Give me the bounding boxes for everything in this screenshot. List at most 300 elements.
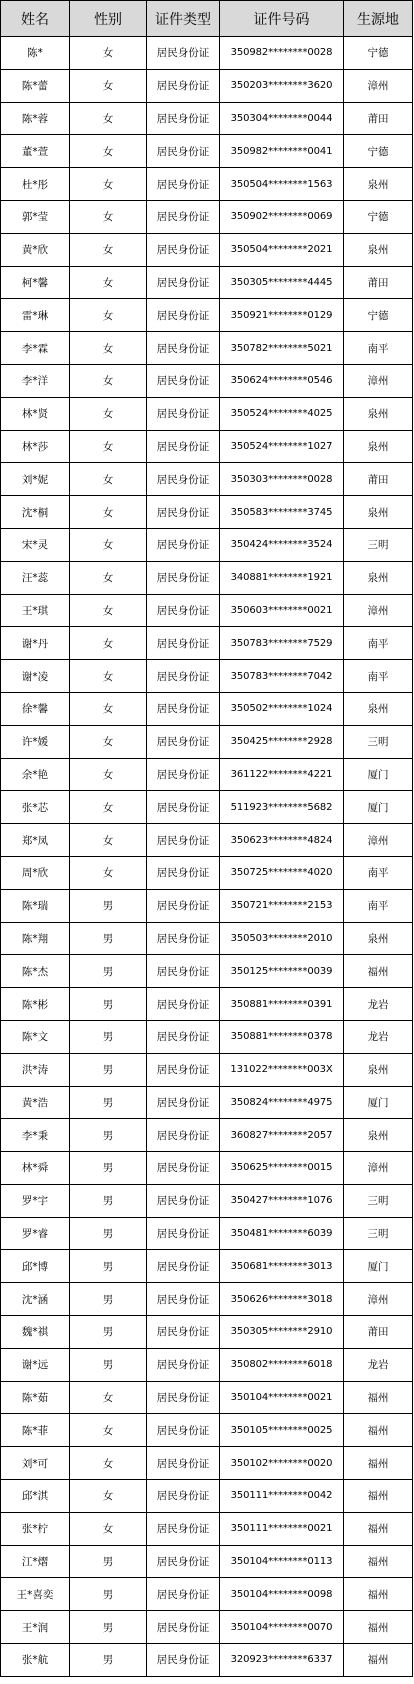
cell-gender: 女 xyxy=(70,561,147,594)
cell-id-type: 居民身份证 xyxy=(147,955,220,988)
cell-gender: 男 xyxy=(70,1644,147,1677)
cell-name: 王*润 xyxy=(1,1611,70,1644)
cell-name: 罗*宇 xyxy=(1,1184,70,1217)
cell-name: 杜*彤 xyxy=(1,168,70,201)
cell-id-type: 居民身份证 xyxy=(147,1414,220,1447)
table-row xyxy=(1,430,413,463)
cell-origin: 宁德 xyxy=(344,37,413,70)
cell-gender: 男 xyxy=(70,1283,147,1316)
cell-name: 雷*琳 xyxy=(1,299,70,332)
cell-name: 张*柠 xyxy=(1,1512,70,1545)
table-row xyxy=(1,1348,413,1381)
cell-id-number: 350502********1024 xyxy=(220,692,344,725)
table-row xyxy=(1,1578,413,1611)
cell-gender: 女 xyxy=(70,233,147,266)
cell-id-type: 居民身份证 xyxy=(147,561,220,594)
cell-gender: 女 xyxy=(70,856,147,889)
cell-id-number: 350111********0042 xyxy=(220,1480,344,1513)
cell-gender: 女 xyxy=(70,200,147,233)
cell-name: 郭*莹 xyxy=(1,200,70,233)
cell-name: 陈*菲 xyxy=(1,1414,70,1447)
cell-id-type: 居民身份证 xyxy=(147,135,220,168)
cell-name: 陈*茹 xyxy=(1,1381,70,1414)
cell-name: 柯*馨 xyxy=(1,266,70,299)
cell-id-type: 居民身份证 xyxy=(147,824,220,857)
cell-name: 周*欣 xyxy=(1,856,70,889)
cell-name: 谢*凌 xyxy=(1,660,70,693)
cell-gender: 女 xyxy=(70,37,147,70)
cell-id-type: 居民身份证 xyxy=(147,1217,220,1250)
cell-gender: 男 xyxy=(70,1184,147,1217)
cell-origin: 泉州 xyxy=(344,1053,413,1086)
cell-origin: 莆田 xyxy=(344,463,413,496)
cell-gender: 女 xyxy=(70,692,147,725)
table-row xyxy=(1,37,413,70)
table-row xyxy=(1,1480,413,1513)
cell-id-number: 350802********6018 xyxy=(220,1348,344,1381)
cell-name: 王*喜奕 xyxy=(1,1578,70,1611)
cell-origin: 漳州 xyxy=(344,824,413,857)
cell-gender: 女 xyxy=(70,791,147,824)
cell-id-type: 居民身份证 xyxy=(147,1250,220,1283)
table-row xyxy=(1,1316,413,1349)
cell-origin: 龙岩 xyxy=(344,988,413,1021)
table-row xyxy=(1,627,413,660)
cell-gender: 女 xyxy=(70,725,147,758)
cell-name: 陈*蓉 xyxy=(1,102,70,135)
cell-id-number: 350783********7529 xyxy=(220,627,344,660)
cell-id-type: 居民身份证 xyxy=(147,1512,220,1545)
cell-origin: 漳州 xyxy=(344,69,413,102)
table-row xyxy=(1,496,413,529)
cell-gender: 女 xyxy=(70,102,147,135)
table-row xyxy=(1,1020,413,1053)
cell-id-number: 350104********0070 xyxy=(220,1611,344,1644)
cell-gender: 女 xyxy=(70,463,147,496)
cell-id-number: 350104********0113 xyxy=(220,1545,344,1578)
cell-origin: 泉州 xyxy=(344,430,413,463)
cell-id-number: 350824********4975 xyxy=(220,1086,344,1119)
table-row xyxy=(1,364,413,397)
cell-origin: 福州 xyxy=(344,1447,413,1480)
cell-origin: 龙岩 xyxy=(344,1348,413,1381)
cell-origin: 福州 xyxy=(344,1381,413,1414)
cell-id-number: 350603********0021 xyxy=(220,594,344,627)
cell-id-type: 居民身份证 xyxy=(147,1152,220,1185)
table-row xyxy=(1,135,413,168)
cell-id-number: 360827********2057 xyxy=(220,1119,344,1152)
cell-name: 陈*彬 xyxy=(1,988,70,1021)
cell-name: 李*霖 xyxy=(1,332,70,365)
cell-name: 陈*蕾 xyxy=(1,69,70,102)
cell-gender: 男 xyxy=(70,1250,147,1283)
cell-origin: 泉州 xyxy=(344,397,413,430)
cell-id-type: 居民身份证 xyxy=(147,1119,220,1152)
cell-id-number: 350725********4020 xyxy=(220,856,344,889)
cell-origin: 泉州 xyxy=(344,496,413,529)
cell-gender: 男 xyxy=(70,1611,147,1644)
cell-name: 李*秉 xyxy=(1,1119,70,1152)
cell-name: 邱*博 xyxy=(1,1250,70,1283)
cell-id-type: 居民身份证 xyxy=(147,168,220,201)
table-body xyxy=(1,37,413,1677)
cell-origin: 莆田 xyxy=(344,102,413,135)
table-row xyxy=(1,594,413,627)
cell-gender: 女 xyxy=(70,1381,147,1414)
cell-id-number: 350104********0098 xyxy=(220,1578,344,1611)
cell-gender: 女 xyxy=(70,660,147,693)
cell-id-number: 350111********0021 xyxy=(220,1512,344,1545)
cell-name: 陈*翔 xyxy=(1,922,70,955)
cell-id-type: 居民身份证 xyxy=(147,1644,220,1677)
cell-id-type: 居民身份证 xyxy=(147,463,220,496)
cell-id-type: 居民身份证 xyxy=(147,1611,220,1644)
cell-gender: 女 xyxy=(70,496,147,529)
cell-id-number: 350881********0391 xyxy=(220,988,344,1021)
table-row xyxy=(1,1611,413,1644)
cell-gender: 男 xyxy=(70,988,147,1021)
cell-origin: 漳州 xyxy=(344,1283,413,1316)
cell-origin: 宁德 xyxy=(344,299,413,332)
cell-origin: 三明 xyxy=(344,1184,413,1217)
cell-gender: 男 xyxy=(70,1217,147,1250)
cell-id-type: 居民身份证 xyxy=(147,889,220,922)
cell-origin: 泉州 xyxy=(344,922,413,955)
cell-origin: 宁德 xyxy=(344,135,413,168)
cell-id-number: 350783********7042 xyxy=(220,660,344,693)
table-row xyxy=(1,1053,413,1086)
cell-origin: 福州 xyxy=(344,1644,413,1677)
cell-name: 陈*瑞 xyxy=(1,889,70,922)
cell-gender: 女 xyxy=(70,364,147,397)
cell-gender: 女 xyxy=(70,594,147,627)
cell-origin: 莆田 xyxy=(344,1316,413,1349)
cell-gender: 女 xyxy=(70,1480,147,1513)
cell-name: 宋*灵 xyxy=(1,528,70,561)
table-row xyxy=(1,168,413,201)
cell-name: 汪*蕊 xyxy=(1,561,70,594)
cell-id-type: 居民身份证 xyxy=(147,1348,220,1381)
cell-gender: 男 xyxy=(70,1348,147,1381)
cell-origin: 宁德 xyxy=(344,200,413,233)
cell-name: 陈*杰 xyxy=(1,955,70,988)
cell-gender: 男 xyxy=(70,1119,147,1152)
table-row xyxy=(1,561,413,594)
table-row xyxy=(1,102,413,135)
cell-name: 郑*凤 xyxy=(1,824,70,857)
cell-name: 李*洋 xyxy=(1,364,70,397)
cell-origin: 莆田 xyxy=(344,266,413,299)
cell-id-type: 居民身份证 xyxy=(147,725,220,758)
cell-name: 林*贤 xyxy=(1,397,70,430)
table-row xyxy=(1,1512,413,1545)
cell-origin: 漳州 xyxy=(344,364,413,397)
cell-id-number: 350504********1563 xyxy=(220,168,344,201)
cell-id-type: 居民身份证 xyxy=(147,856,220,889)
cell-id-number: 350125********0039 xyxy=(220,955,344,988)
cell-name: 徐*馨 xyxy=(1,692,70,725)
cell-id-type: 居民身份证 xyxy=(147,758,220,791)
cell-id-type: 居民身份证 xyxy=(147,1381,220,1414)
cell-gender: 男 xyxy=(70,889,147,922)
cell-id-type: 居民身份证 xyxy=(147,1184,220,1217)
cell-id-number: 350902********0069 xyxy=(220,200,344,233)
cell-id-number: 350881********0378 xyxy=(220,1020,344,1053)
cell-gender: 男 xyxy=(70,1316,147,1349)
cell-id-type: 居民身份证 xyxy=(147,988,220,1021)
cell-id-number: 350921********0129 xyxy=(220,299,344,332)
cell-name: 罗*睿 xyxy=(1,1217,70,1250)
table-row xyxy=(1,266,413,299)
cell-origin: 漳州 xyxy=(344,1152,413,1185)
cell-origin: 泉州 xyxy=(344,168,413,201)
cell-origin: 福州 xyxy=(344,1578,413,1611)
cell-origin: 厦门 xyxy=(344,758,413,791)
cell-gender: 女 xyxy=(70,69,147,102)
header-gender: 性别 xyxy=(70,1,147,37)
cell-origin: 三明 xyxy=(344,528,413,561)
cell-id-number: 350583********3745 xyxy=(220,496,344,529)
cell-origin: 厦门 xyxy=(344,791,413,824)
cell-gender: 女 xyxy=(70,299,147,332)
cell-id-number: 350105********0025 xyxy=(220,1414,344,1447)
cell-id-number: 350721********2153 xyxy=(220,889,344,922)
cell-gender: 男 xyxy=(70,1086,147,1119)
cell-name: 刘*妮 xyxy=(1,463,70,496)
cell-id-number: 350982********0028 xyxy=(220,37,344,70)
cell-id-type: 居民身份证 xyxy=(147,233,220,266)
table-row xyxy=(1,1250,413,1283)
cell-id-type: 居民身份证 xyxy=(147,627,220,660)
cell-id-number: 350982********0041 xyxy=(220,135,344,168)
cell-origin: 漳州 xyxy=(344,594,413,627)
cell-origin: 泉州 xyxy=(344,692,413,725)
cell-origin: 福州 xyxy=(344,955,413,988)
table-row xyxy=(1,856,413,889)
table-row xyxy=(1,299,413,332)
table-row xyxy=(1,824,413,857)
table-row xyxy=(1,200,413,233)
cell-id-number: 350625********0015 xyxy=(220,1152,344,1185)
table-row xyxy=(1,725,413,758)
cell-origin: 泉州 xyxy=(344,1119,413,1152)
cell-id-type: 居民身份证 xyxy=(147,1578,220,1611)
cell-name: 魏*祺 xyxy=(1,1316,70,1349)
cell-id-number: 350427********1076 xyxy=(220,1184,344,1217)
cell-gender: 女 xyxy=(70,397,147,430)
cell-id-type: 居民身份证 xyxy=(147,364,220,397)
table-row xyxy=(1,463,413,496)
cell-name: 邱*淇 xyxy=(1,1480,70,1513)
cell-id-number: 340881********1921 xyxy=(220,561,344,594)
cell-gender: 男 xyxy=(70,1053,147,1086)
header-origin: 生源地 xyxy=(344,1,413,37)
cell-origin: 福州 xyxy=(344,1545,413,1578)
cell-gender: 男 xyxy=(70,1152,147,1185)
cell-id-number: 350203********3620 xyxy=(220,69,344,102)
cell-gender: 女 xyxy=(70,758,147,791)
cell-name: 陈* xyxy=(1,37,70,70)
cell-id-number: 350102********0020 xyxy=(220,1447,344,1480)
cell-id-number: 350681********3013 xyxy=(220,1250,344,1283)
cell-id-number: 320923********6337 xyxy=(220,1644,344,1677)
cell-origin: 南平 xyxy=(344,856,413,889)
table-row xyxy=(1,791,413,824)
cell-id-type: 居民身份证 xyxy=(147,332,220,365)
cell-id-type: 居民身份证 xyxy=(147,1480,220,1513)
cell-id-type: 居民身份证 xyxy=(147,266,220,299)
cell-id-number: 350624********0546 xyxy=(220,364,344,397)
table-row xyxy=(1,955,413,988)
cell-id-type: 居民身份证 xyxy=(147,660,220,693)
cell-gender: 女 xyxy=(70,135,147,168)
table-row xyxy=(1,397,413,430)
cell-id-number: 350425********2928 xyxy=(220,725,344,758)
cell-gender: 女 xyxy=(70,1447,147,1480)
cell-id-number: 361122********4221 xyxy=(220,758,344,791)
cell-name: 沈*涵 xyxy=(1,1283,70,1316)
cell-gender: 男 xyxy=(70,1578,147,1611)
cell-id-type: 居民身份证 xyxy=(147,496,220,529)
cell-gender: 女 xyxy=(70,430,147,463)
table-row xyxy=(1,1184,413,1217)
table-row xyxy=(1,1283,413,1316)
cell-origin: 三明 xyxy=(344,725,413,758)
cell-id-type: 居民身份证 xyxy=(147,69,220,102)
header-id-number: 证件号码 xyxy=(220,1,344,37)
cell-id-type: 居民身份证 xyxy=(147,200,220,233)
table-row xyxy=(1,988,413,1021)
cell-origin: 泉州 xyxy=(344,561,413,594)
cell-name: 陈*文 xyxy=(1,1020,70,1053)
cell-gender: 女 xyxy=(70,332,147,365)
cell-origin: 南平 xyxy=(344,627,413,660)
cell-id-type: 居民身份证 xyxy=(147,528,220,561)
cell-name: 江*熠 xyxy=(1,1545,70,1578)
cell-id-number: 350524********4025 xyxy=(220,397,344,430)
cell-name: 张*芯 xyxy=(1,791,70,824)
cell-origin: 三明 xyxy=(344,1217,413,1250)
table-row xyxy=(1,69,413,102)
cell-gender: 男 xyxy=(70,1545,147,1578)
table-row xyxy=(1,1086,413,1119)
cell-id-number: 350424********3524 xyxy=(220,528,344,561)
cell-origin: 福州 xyxy=(344,1480,413,1513)
cell-id-type: 居民身份证 xyxy=(147,1447,220,1480)
cell-name: 张*航 xyxy=(1,1644,70,1677)
cell-id-number: 350626********3018 xyxy=(220,1283,344,1316)
table-row xyxy=(1,1217,413,1250)
cell-gender: 女 xyxy=(70,1512,147,1545)
cell-origin: 南平 xyxy=(344,332,413,365)
cell-id-number: 350782********5021 xyxy=(220,332,344,365)
cell-origin: 龙岩 xyxy=(344,1020,413,1053)
table-row xyxy=(1,692,413,725)
table-row xyxy=(1,758,413,791)
cell-name: 黄*欣 xyxy=(1,233,70,266)
cell-name: 王*琪 xyxy=(1,594,70,627)
table-row xyxy=(1,332,413,365)
cell-id-type: 居民身份证 xyxy=(147,791,220,824)
cell-gender: 男 xyxy=(70,922,147,955)
cell-name: 余*艳 xyxy=(1,758,70,791)
cell-origin: 厦门 xyxy=(344,1250,413,1283)
cell-id-type: 居民身份证 xyxy=(147,1283,220,1316)
cell-id-number: 350481********6039 xyxy=(220,1217,344,1250)
cell-id-type: 居民身份证 xyxy=(147,397,220,430)
table-row xyxy=(1,1644,413,1677)
cell-id-number: 131022********003X xyxy=(220,1053,344,1086)
cell-gender: 女 xyxy=(70,1414,147,1447)
cell-id-number: 350305********2910 xyxy=(220,1316,344,1349)
cell-id-number: 350104********0021 xyxy=(220,1381,344,1414)
table-row xyxy=(1,922,413,955)
cell-id-number: 511923********5682 xyxy=(220,791,344,824)
cell-id-type: 居民身份证 xyxy=(147,102,220,135)
cell-id-type: 居民身份证 xyxy=(147,430,220,463)
cell-name: 董*萱 xyxy=(1,135,70,168)
table-row xyxy=(1,1414,413,1447)
cell-id-number: 350503********2010 xyxy=(220,922,344,955)
table-row xyxy=(1,660,413,693)
cell-name: 刘*可 xyxy=(1,1447,70,1480)
cell-id-type: 居民身份证 xyxy=(147,1053,220,1086)
table-header-row xyxy=(1,1,413,37)
cell-name: 林*莎 xyxy=(1,430,70,463)
cell-gender: 女 xyxy=(70,168,147,201)
cell-origin: 福州 xyxy=(344,1512,413,1545)
cell-origin: 南平 xyxy=(344,889,413,922)
cell-name: 林*舜 xyxy=(1,1152,70,1185)
table-row xyxy=(1,233,413,266)
table-row xyxy=(1,889,413,922)
cell-id-type: 居民身份证 xyxy=(147,594,220,627)
cell-gender: 男 xyxy=(70,1020,147,1053)
header-id-type: 证件类型 xyxy=(147,1,220,37)
table-row xyxy=(1,1447,413,1480)
cell-gender: 女 xyxy=(70,824,147,857)
cell-id-number: 350303********0028 xyxy=(220,463,344,496)
table-row xyxy=(1,528,413,561)
cell-id-type: 居民身份证 xyxy=(147,1316,220,1349)
cell-id-number: 350304********0044 xyxy=(220,102,344,135)
table-row xyxy=(1,1119,413,1152)
table-row xyxy=(1,1545,413,1578)
cell-id-number: 350524********1027 xyxy=(220,430,344,463)
cell-origin: 厦门 xyxy=(344,1086,413,1119)
cell-origin: 福州 xyxy=(344,1414,413,1447)
cell-id-number: 350305********4445 xyxy=(220,266,344,299)
cell-id-type: 居民身份证 xyxy=(147,1020,220,1053)
cell-name: 沈*桐 xyxy=(1,496,70,529)
cell-id-number: 350504********2021 xyxy=(220,233,344,266)
cell-name: 许*媛 xyxy=(1,725,70,758)
cell-name: 黄*浩 xyxy=(1,1086,70,1119)
cell-id-type: 居民身份证 xyxy=(147,1086,220,1119)
cell-name: 洪*涛 xyxy=(1,1053,70,1086)
cell-id-number: 350623********4824 xyxy=(220,824,344,857)
cell-gender: 男 xyxy=(70,955,147,988)
cell-origin: 南平 xyxy=(344,660,413,693)
cell-origin: 泉州 xyxy=(344,233,413,266)
header-name: 姓名 xyxy=(1,1,70,37)
cell-name: 谢*远 xyxy=(1,1348,70,1381)
cell-origin: 福州 xyxy=(344,1611,413,1644)
cell-id-type: 居民身份证 xyxy=(147,1545,220,1578)
cell-gender: 女 xyxy=(70,528,147,561)
cell-id-type: 居民身份证 xyxy=(147,299,220,332)
cell-gender: 女 xyxy=(70,627,147,660)
